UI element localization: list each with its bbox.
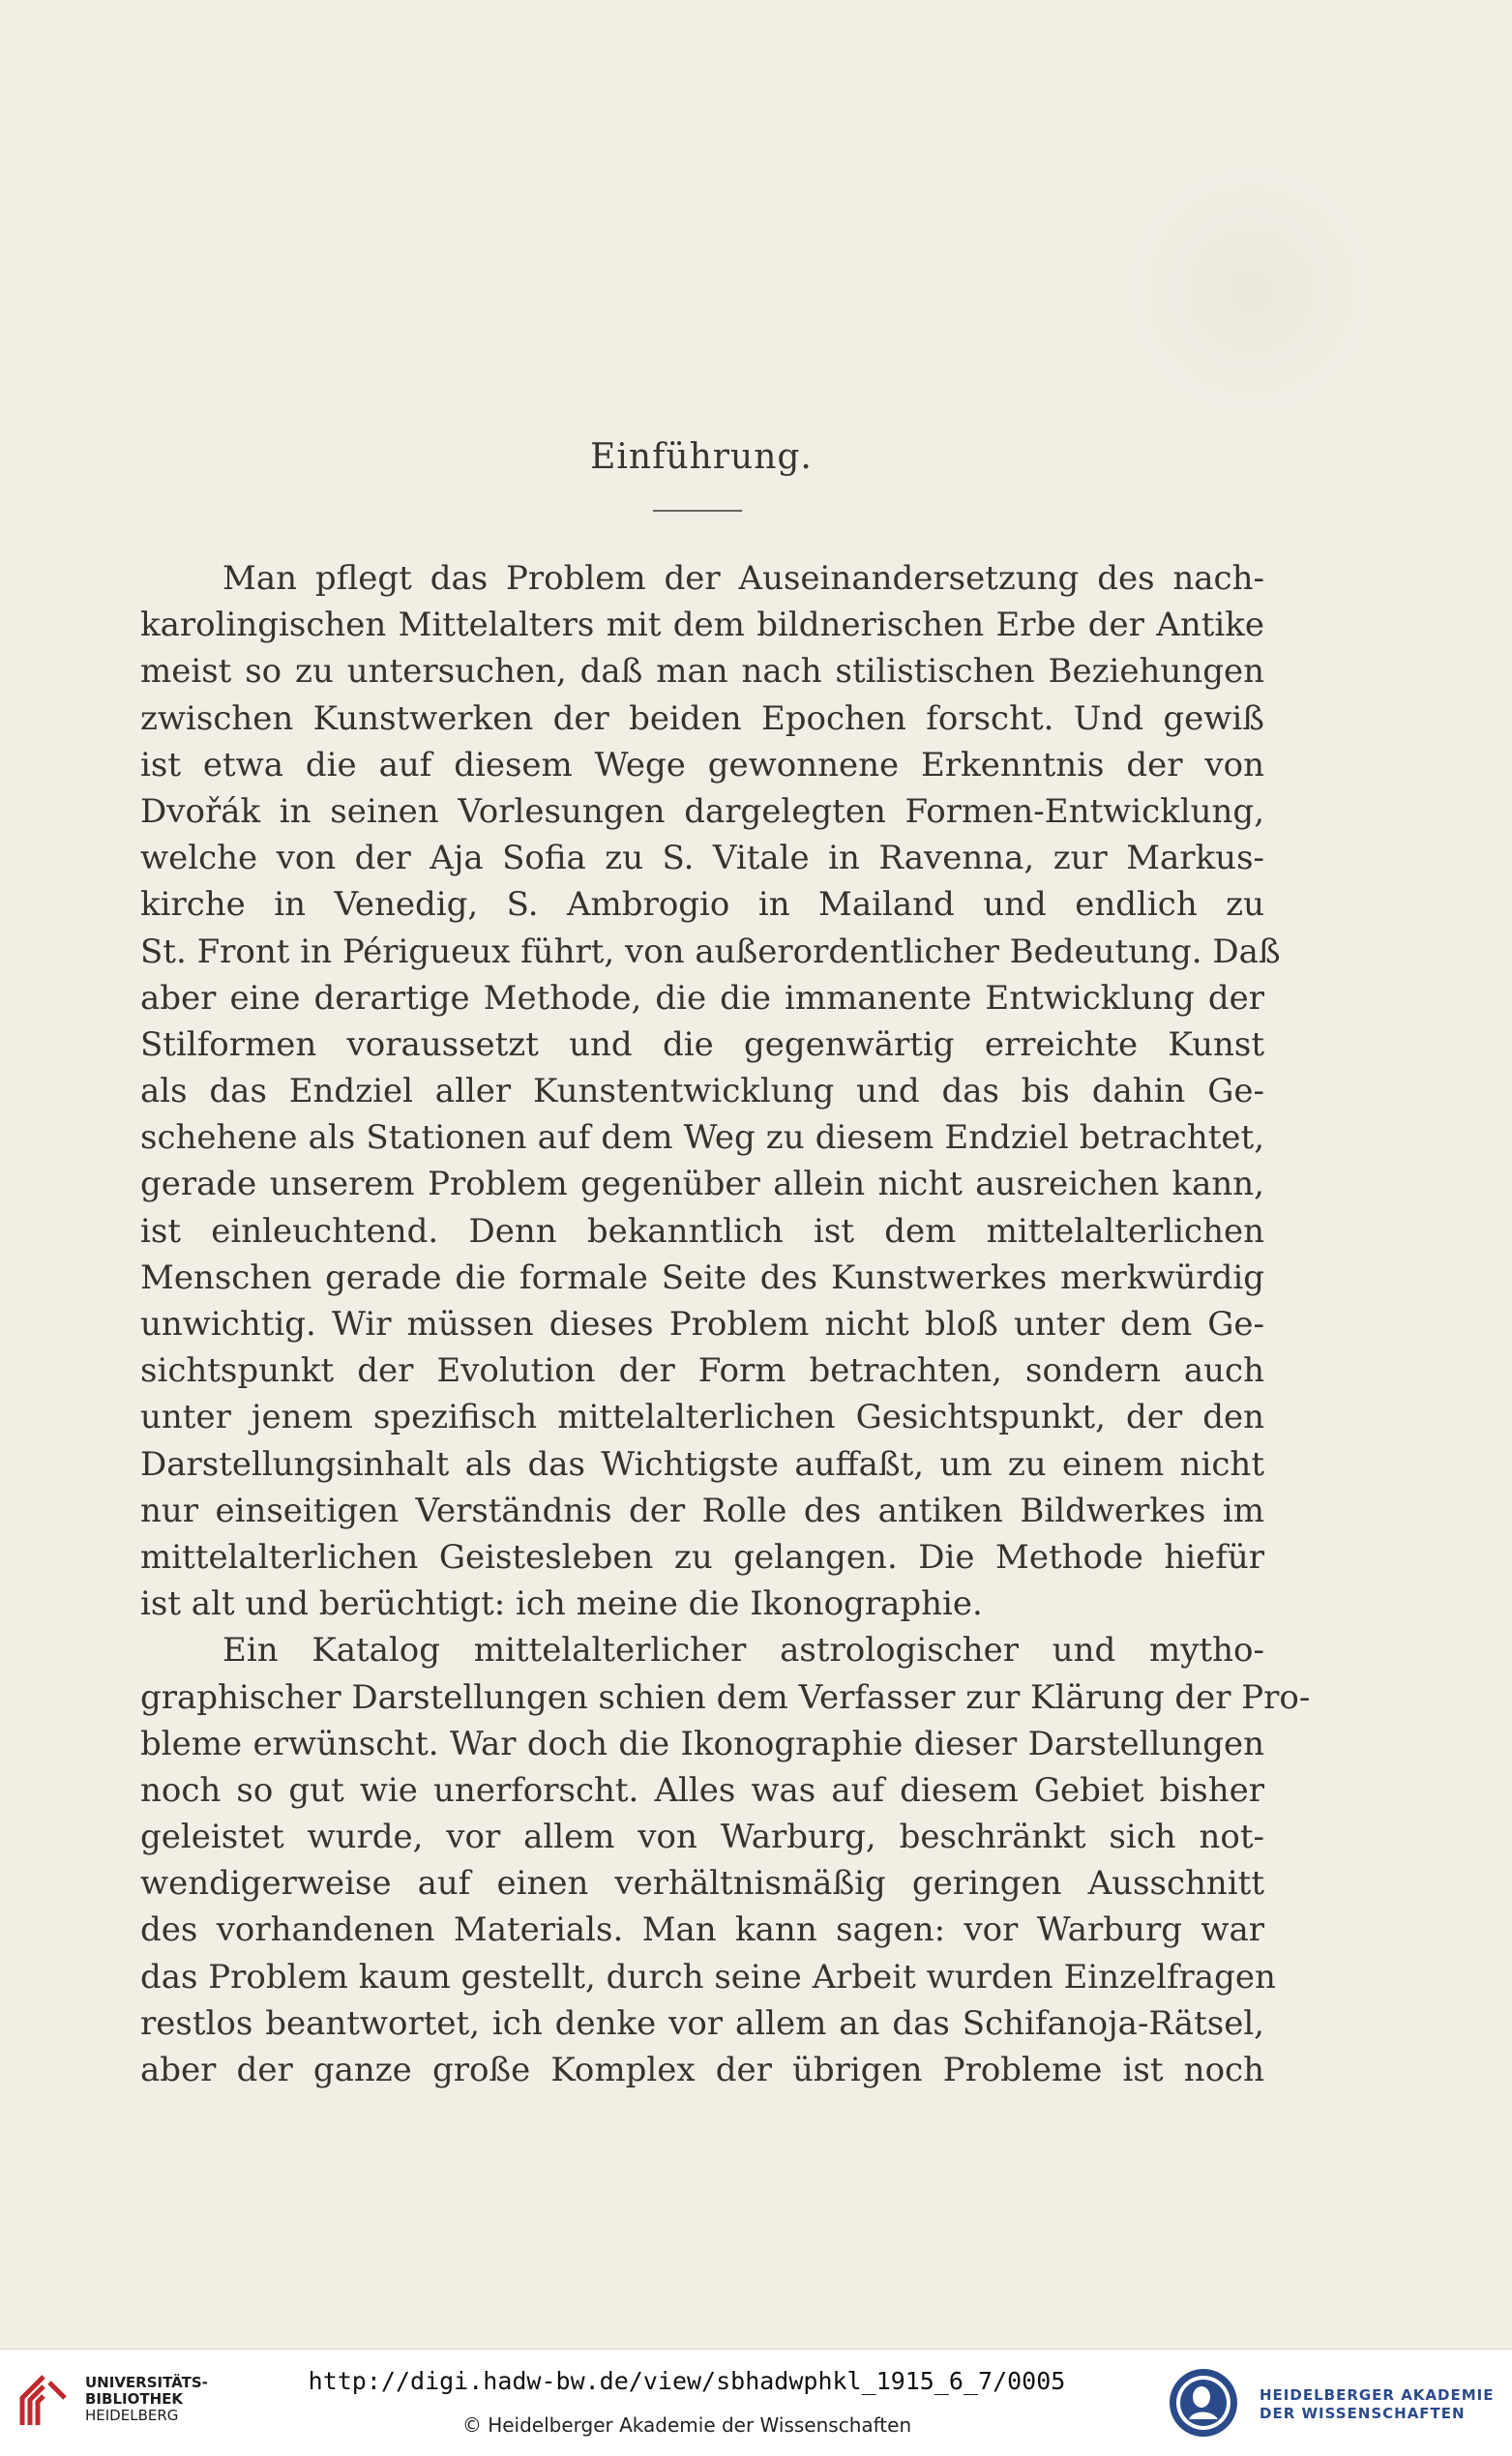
text-line: unter jenem spezifisch mittelalterlichen Gesichtspunkt, der den <box>140 1398 1264 1437</box>
heading-rule <box>653 510 742 512</box>
text-line: bleme erwünscht. War doch die Ikonographie dieser Darstellungen <box>140 1724 1264 1763</box>
text-line: meist so zu untersuchen, daß man nach stilistischen Beziehungen <box>140 652 1264 692</box>
text-line: graphischer Darstellungen schien dem Verfasser zur Klärung der Pro- <box>140 1677 1311 1717</box>
text-line: des vorhandenen Materials. Man kann sagen: vor Warburg war <box>140 1910 1264 1950</box>
text-line: ist etwa die auf diesem Wege gewonnene Erkenntnis der von <box>140 745 1264 784</box>
text-line: geleistet wurde, vor allem von Warburg, beschränkt sich not- <box>140 1818 1264 1857</box>
text-line: ist einleuchtend. Denn bekanntlich ist dem mittelalterlichen <box>140 1211 1264 1251</box>
text-line: das Problem kaum gestellt, durch seine Arbeit wurden Einzelfragen <box>140 1957 1276 1997</box>
university-library-name: UNIVERSITÄTS- BIBLIOTHEK HEIDELBERG <box>85 2374 208 2424</box>
text-line: sichtspunkt der Evolution der Form betrachten, sondern auch <box>140 1351 1264 1391</box>
text-line: wendigerweise auf einen verhältnismäßig geringen Ausschnitt <box>140 1864 1264 1904</box>
text-line: mittelalterlichen Geistesleben zu gelangen. Die Methode hiefür <box>140 1537 1264 1577</box>
body-text <box>140 555 1311 2093</box>
text-line: aber eine derartige Methode, die die immanente Entwicklung der <box>140 978 1264 1018</box>
academy-name: HEIDELBERGER AKADEMIE DER WISSENSCHAFTEN <box>1260 2386 1495 2422</box>
university-library-logo-icon <box>15 2373 73 2429</box>
text-line: Menschen gerade die formale Seite des Kunstwerkes merkwürdig <box>140 1258 1264 1297</box>
text-line: noch so gut wie unerforscht. Alles was auf diesem Gebiet bisher <box>140 1770 1264 1810</box>
text-line: unwichtig. Wir müssen dieses Problem nicht bloß unter dem Ge- <box>140 1305 1264 1344</box>
text-line: ist alt und berüchtigt: ich meine die Ikonographie. <box>140 1584 983 1624</box>
text-line: gerade unserem Problem gegenüber allein nicht ausreichen kann, <box>140 1165 1264 1204</box>
text-line: karolingischen Mittelalters mit dem bildnerischen Erbe der Antike <box>140 606 1264 645</box>
text-line: welche von der Aja Sofia zu S. Vitale in Ravenna, zur Markus- <box>140 839 1264 878</box>
chapter-heading: Einführung. <box>590 437 813 477</box>
text-line: kirche in Venedig, S. Ambrogio in Mailand und endlich zu <box>140 885 1264 925</box>
text-line: nur einseitigen Verständnis der Rolle des antiken Bildwerkes im <box>140 1491 1264 1530</box>
viewer-footer <box>0 2349 1512 2456</box>
copyright-notice: © Heidelberger Akademie der Wissenschaften <box>461 2413 912 2437</box>
text-line: Stilformen voraussetzt und die gegenwärtig erreichte Kunst <box>140 1024 1264 1064</box>
academy-seal-icon <box>1168 2367 1239 2439</box>
text-line: restlos beantwortet, ich denke vor allem an das Schifanoja-Rätsel, <box>140 2003 1264 2043</box>
text-line: als das Endziel aller Kunstentwicklung und das bis dahin Ge- <box>140 1072 1264 1111</box>
text-line: aber der ganze große Komplex der übrigen Probleme ist noch <box>140 2051 1264 2089</box>
text-line: zwischen Kunstwerken der beiden Epochen forscht. Und gewiß <box>140 698 1264 738</box>
text-line: St. Front in Périgueux führt, von außerordentlicher Bedeutung. Daß <box>140 932 1281 971</box>
text-line: Dvořák in seinen Vorlesungen dargelegten Formen-Entwicklung, <box>140 791 1264 831</box>
text-line: Darstellungsinhalt als das Wichtigste auffaßt, um zu einem nicht <box>140 1444 1264 1484</box>
text-line: Man pflegt das Problem der Auseinandersetzung des nach- <box>222 559 1264 598</box>
show-through-shadow <box>1125 164 1377 416</box>
text-line: schehene als Stationen auf dem Weg zu diesem Endziel betrachtet, <box>140 1118 1264 1158</box>
permalink-url[interactable]: http://digi.hadw-bw.de/view/sbhadwphkl_1915_6_7/0005 <box>308 2367 1066 2395</box>
text-line: Ein Katalog mittelalterlicher astrologischer und mytho- <box>222 1631 1264 1671</box>
